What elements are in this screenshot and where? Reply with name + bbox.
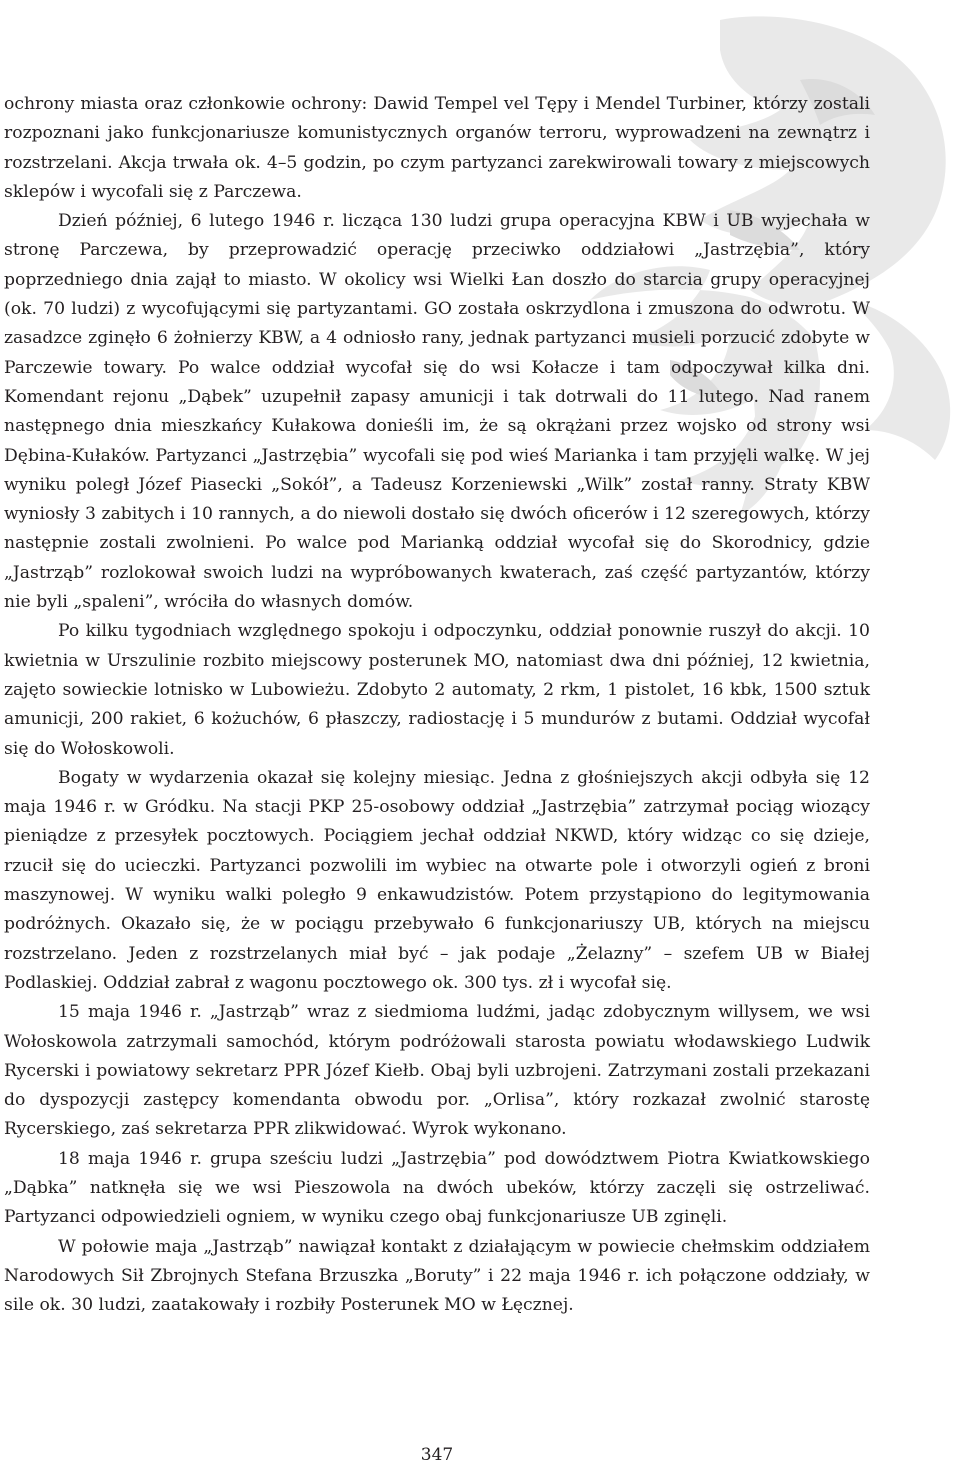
body-text: [4, 90, 870, 1320]
paragraph: ochrony miasta oraz członkowie ochrony: Dawid Tempel vel Tępy i Mendel Turbiner, którzy zostali rozpoznani jako funkcjonariusze komunistycznych organów terroru, wyprowadzeni na zewnątrz i rozstrzelani. Akcja trwała ok. 4–5 godzin, po czym partyzanci zarekwirowali towary z miejscowych sklepów i wycofali się z Parczewa.: [4, 94, 870, 202]
page-number: 347: [420, 1445, 454, 1465]
paragraph: Po kilku tygodniach względnego spokoju i odpoczynku, oddział ponownie ruszył do akcji. 10 kwietnia w Urszulinie rozbito miejscowy posterunek MO, natomiast dwa dni później, 12 kwietnia, zajęto sowieckie lotnisko w Lubowieżu. Zdobyto 2 automaty, 2 rkm, 1 pistolet, 16 kbk, 1500 sztuk amunicji, 200 rakiet, 6 kożuchów, 6 płaszczy, radiostację i 5 mundurów z butami. Oddział wycofał się do Wołoskowoli.: [4, 621, 870, 759]
paragraph: W połowie maja „Jastrząb” nawiązał kontakt z działającym w powiecie chełmskim oddziałem Narodowych Sił Zbrojnych Stefana Brzuszka „Boruty” i 22 maja 1946 r. ich połączone oddziały, w sile ok. 30 ludzi, zaatakowały i rozbiły Posterunek MO w Łęcznej.: [4, 1236, 870, 1316]
paragraph: 15 maja 1946 r. „Jastrząb” wraz z siedmioma ludźmi, jadąc zdobycznym willysem, we wsi Wołoskowola zatrzymali samochód, którym podróżowali starosta powiatu włodawskiego Ludwik Rycerski i powiatowy sekretarz PPR Józef Kiełb. Obaj byli uzbrojeni. Zatrzymani zostali przekazani do dyspozycji zastępcy komendanta obwodu por. „Orlisa”, który rozkazał zwolnić starostę Rycerskiego, zaś sekretarza PPR zlikwidować. Wyrok wykonano.: [4, 1002, 870, 1140]
paragraph: 18 maja 1946 r. grupa sześciu ludzi „Jastrzębia” pod dowództwem Piotra Kwiatkowskiego „Dąbka” natknęła się we wsi Pieszowola na dwóch ubeków, którzy zaczęli się ostrzeliwać. Partyzanci odpowiedzieli ogniem, w wyniku czego obaj funkcjonariusze UB zginęli.: [4, 1148, 870, 1228]
paragraph: Dzień później, 6 lutego 1946 r. licząca 130 ludzi grupa operacyjna KBW i UB wyjechała w stronę Parczewa, by przeprowadzić operację przeciwko oddziałowi „Jastrzębia”, który poprzedniego dnia zajął to miasto. W okolicy wsi Wielki Łan doszło do starcia grupy operacyjnej (ok. 70 ludzi) z wycofującymi się partyzantami. GO została oskrzydlona i zmuszona do odwrotu. W zasadzce zginęło 6 żołnierzy KBW, a 4 odniosło rany, jednak partyzanci musieli porzucić zdobyte w Parczewie towary. Po walce oddział wycofał się do wsi Kołacze i tam odpoczywał kilka dni. Komendant rejonu „Dąbek” uzupełnił zapasy amunicji i tak dotrwali do 11 lutego. Nad ranem następnego dnia mieszkańcy Kułakowa donieśli im, że są okrążani przez wojsko od strony wsi Dębina-Kułaków. Partyzanci „Jastrzębia” wycofali się pod wieś Marianka i tam przyjęli walkę. W jej wyniku poległ Józef Piasecki „Sokół”, a Tadeusz Korzeniewski „Wilk” został ranny. Straty KBW wyniosły 3 zabitych i 10 rannych, a do niewoli dostało się dwóch oficerów i 12 szeregowych, którzy następnie zostali zwolnieni. Po walce pod Marianką oddział wycofał się do Skorodnicy, gdzie „Jastrząb” rozlokował swoich ludzi na wypróbowanych kwaterach, zaś część partyzantów, którzy nie byli „spaleni”, wróciła do własnych domów.: [4, 211, 870, 613]
paragraph: Bogaty w wydarzenia okazał się kolejny miesiąc. Jedna z głośniejszych akcji odbyła się 12 maja 1946 r. w Gródku. Na stacji PKP 25-osobowy oddział „Jastrzębia” zatrzymał pociąg wiozący pieniądze z przesyłek pocztowych. Pociągiem jechał oddział NKWD, który widząc co się dzieje, rzucił się do ucieczki. Partyzanci pozwolili im wybiec na otwarte pole i otworzyli ogień z broni maszynowej. W wyniku walki poległo 9 enkawudzistów. Potem przystąpiono do legitymowania podróżnych. Okazało się, że w pociągu przebywało 6 funkcjonariuszy UB, których na miejscu rozstrzelano. Jeden z rozstrzelanych miał być – jak podaje „Żelazny” – szefem UB w Białej Podlaskiej. Oddział zabrał z wagonu pocztowego ok. 300 tys. zł i wycofał się.: [4, 767, 870, 993]
